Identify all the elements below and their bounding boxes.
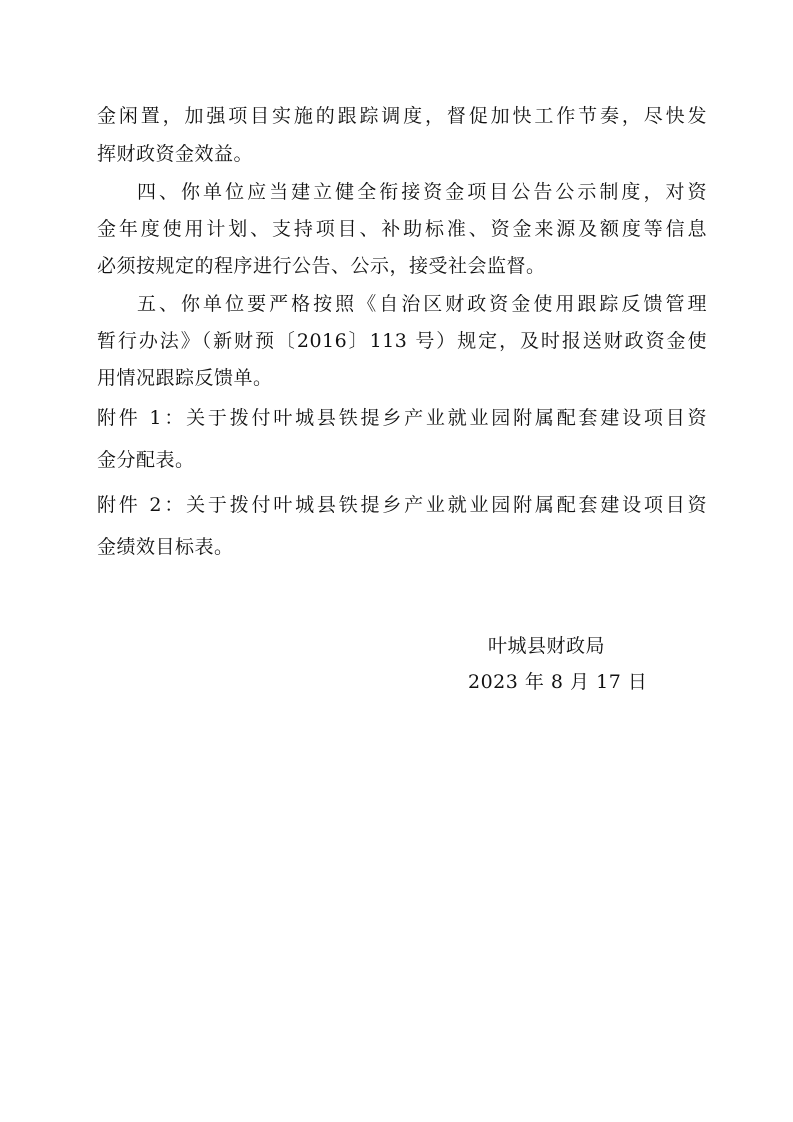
attachment-line: 金分配表。 (97, 449, 195, 471)
attachment-line: 附件 2：关于拨付叶城县铁提乡产业就业园附属配套建设项目资 (97, 494, 707, 516)
body-line: 暂行办法》（新财预〔2016〕113 号）规定，及时报送财政资金使 (97, 330, 707, 352)
body-line: 用情况跟踪反馈单。 (97, 367, 273, 389)
body-line: 金闲置，加强项目实施的跟踪调度，督促加快工作节奏，尽快发 (97, 105, 707, 127)
signature-org: 叶城县财政局 (488, 635, 606, 657)
attachment-line: 附件 1：关于拨付叶城县铁提乡产业就业园附属配套建设项目资 (97, 407, 707, 429)
body-line: 金年度使用计划、支持项目、补助标准、资金来源及额度等信息 (97, 218, 707, 240)
body-line: 四、你单位应当建立健全衔接资金项目公告公示制度，对资 (137, 181, 707, 203)
body-line: 五、你单位要严格按照《自治区财政资金使用跟踪反馈管理 (137, 293, 707, 315)
attachment-line: 金绩效目标表。 (97, 536, 234, 558)
body-line: 挥财政资金效益。 (97, 143, 254, 165)
body-line: 必须按规定的程序进行公告、公示，接受社会监督。 (97, 255, 546, 277)
signature-date: 2023 年 8 月 17 日 (468, 671, 648, 693)
